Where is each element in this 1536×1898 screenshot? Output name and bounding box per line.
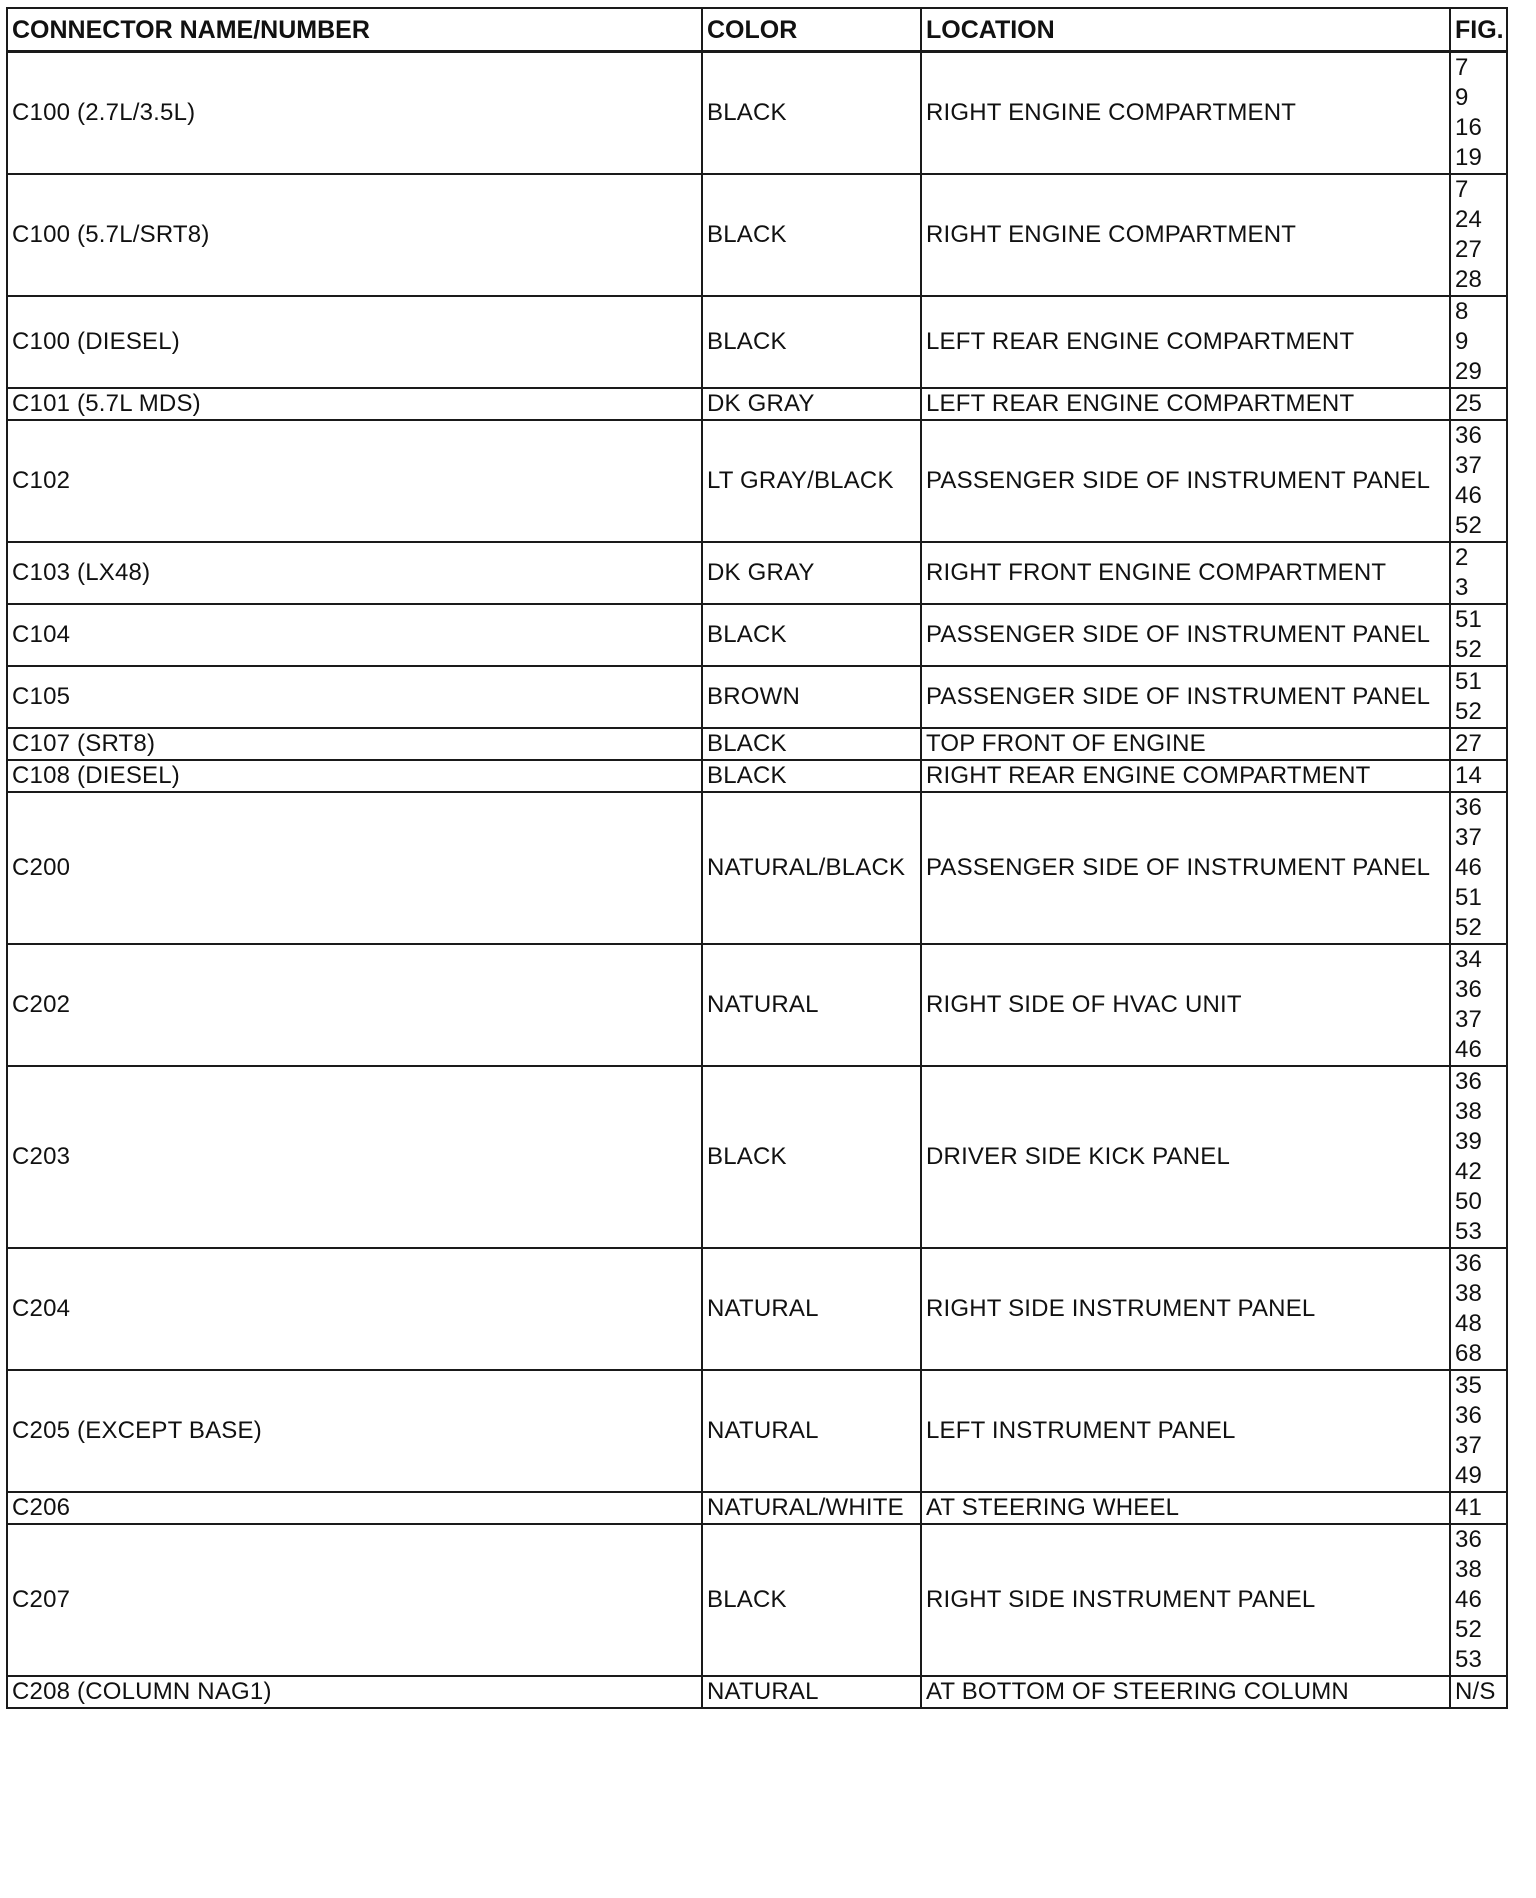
fig-number: 46	[1455, 1036, 1483, 1063]
fig-number: 37	[1455, 1432, 1483, 1459]
connector-name-cell: C104	[7, 604, 702, 666]
fig-number: 8	[1455, 298, 1469, 325]
fig-number: 38	[1455, 1280, 1483, 1307]
table-row	[7, 1524, 1507, 1676]
connector-fig-cell	[1450, 792, 1507, 944]
connector-location-cell: RIGHT FRONT ENGINE COMPARTMENT	[921, 542, 1450, 604]
fig-number: 9	[1455, 84, 1469, 111]
table-row	[7, 52, 1507, 175]
fig-number: 52	[1455, 636, 1483, 663]
connector-location-cell: PASSENGER SIDE OF INSTRUMENT PANEL	[921, 604, 1450, 666]
fig-number: 16	[1455, 114, 1483, 141]
fig-number: 48	[1455, 1310, 1483, 1337]
connector-fig-cell	[1450, 388, 1507, 420]
fig-number: 39	[1455, 1128, 1483, 1155]
fig-number: 35	[1455, 1372, 1483, 1399]
connector-location-cell: RIGHT ENGINE COMPARTMENT	[921, 52, 1450, 175]
connector-fig-cell	[1450, 1524, 1507, 1676]
table-row	[7, 1248, 1507, 1370]
connector-fig-cell	[1450, 542, 1507, 604]
fig-number: 27	[1455, 236, 1483, 263]
connector-color-cell: NATURAL/WHITE	[702, 1492, 921, 1524]
connector-name-cell: C206	[7, 1492, 702, 1524]
fig-number: 51	[1455, 668, 1483, 695]
table-row	[7, 388, 1507, 420]
fig-number: 37	[1455, 824, 1483, 851]
fig-number: 53	[1455, 1646, 1483, 1673]
fig-number: 28	[1455, 266, 1483, 293]
fig-number: 46	[1455, 854, 1483, 881]
connector-location-cell: DRIVER SIDE KICK PANEL	[921, 1066, 1450, 1248]
table-row	[7, 728, 1507, 760]
fig-number: 51	[1455, 606, 1483, 633]
connector-color-cell: NATURAL	[702, 1248, 921, 1370]
fig-number: 68	[1455, 1340, 1483, 1367]
table-row	[7, 760, 1507, 792]
connector-location-cell: PASSENGER SIDE OF INSTRUMENT PANEL	[921, 420, 1450, 542]
connector-color-cell: BROWN	[702, 666, 921, 728]
connector-location-cell: LEFT REAR ENGINE COMPARTMENT	[921, 388, 1450, 420]
connector-name-cell: C207	[7, 1524, 702, 1676]
fig-number: 14	[1455, 762, 1483, 789]
fig-number: 24	[1455, 206, 1483, 233]
fig-number: 36	[1455, 422, 1483, 449]
connector-name-cell: C100 (5.7L/SRT8)	[7, 174, 702, 296]
fig-number: 7	[1455, 176, 1469, 203]
table-row	[7, 944, 1507, 1066]
fig-number: 52	[1455, 512, 1483, 539]
fig-number: 19	[1455, 144, 1483, 171]
connector-location-cell: AT BOTTOM OF STEERING COLUMN	[921, 1676, 1450, 1708]
fig-number: 36	[1455, 1250, 1483, 1277]
connector-name-cell: C108 (DIESEL)	[7, 760, 702, 792]
connector-color-cell: NATURAL/BLACK	[702, 792, 921, 944]
header-row	[7, 8, 1507, 52]
table-row	[7, 1370, 1507, 1492]
fig-number: 46	[1455, 482, 1483, 509]
connector-location-cell: PASSENGER SIDE OF INSTRUMENT PANEL	[921, 666, 1450, 728]
header-location: LOCATION	[921, 8, 1450, 52]
connector-color-cell: BLACK	[702, 728, 921, 760]
connector-fig-cell	[1450, 1066, 1507, 1248]
fig-number: 34	[1455, 946, 1483, 973]
connector-name-cell: C103 (LX48)	[7, 542, 702, 604]
table-header	[7, 8, 1507, 52]
connector-fig-cell	[1450, 728, 1507, 760]
connector-fig-cell	[1450, 1370, 1507, 1492]
fig-number: 36	[1455, 1068, 1483, 1095]
table-row	[7, 604, 1507, 666]
table-row	[7, 296, 1507, 388]
fig-number: 25	[1455, 390, 1483, 417]
table-body	[7, 52, 1507, 1709]
fig-number: 52	[1455, 914, 1483, 941]
fig-number: 49	[1455, 1462, 1483, 1489]
connector-fig-cell	[1450, 604, 1507, 666]
fig-number: 41	[1455, 1494, 1483, 1521]
fig-number: N/S	[1455, 1678, 1496, 1705]
connector-name-cell: C204	[7, 1248, 702, 1370]
table-row	[7, 1492, 1507, 1524]
connector-name-cell: C105	[7, 666, 702, 728]
header-connector-name: CONNECTOR NAME/NUMBER	[7, 8, 702, 52]
header-color: COLOR	[702, 8, 921, 52]
fig-number: 36	[1455, 1526, 1483, 1553]
connector-location-cell: AT STEERING WHEEL	[921, 1492, 1450, 1524]
connector-location-cell: TOP FRONT OF ENGINE	[921, 728, 1450, 760]
connector-name-cell: C100 (DIESEL)	[7, 296, 702, 388]
connector-fig-cell	[1450, 944, 1507, 1066]
connector-color-cell: BLACK	[702, 52, 921, 175]
connector-name-cell: C102	[7, 420, 702, 542]
connector-name-cell: C100 (2.7L/3.5L)	[7, 52, 702, 175]
fig-number: 37	[1455, 1006, 1483, 1033]
connector-name-cell: C205 (EXCEPT BASE)	[7, 1370, 702, 1492]
connector-location-cell: RIGHT SIDE OF HVAC UNIT	[921, 944, 1450, 1066]
fig-number: 51	[1455, 884, 1483, 911]
connector-color-cell: BLACK	[702, 760, 921, 792]
connector-location-cell: LEFT INSTRUMENT PANEL	[921, 1370, 1450, 1492]
connector-color-cell: BLACK	[702, 296, 921, 388]
table-row	[7, 1676, 1507, 1708]
connector-color-cell: DK GRAY	[702, 542, 921, 604]
connector-location-cell: RIGHT SIDE INSTRUMENT PANEL	[921, 1524, 1450, 1676]
fig-number: 36	[1455, 794, 1483, 821]
connector-location-cell: RIGHT ENGINE COMPARTMENT	[921, 174, 1450, 296]
fig-number: 46	[1455, 1586, 1483, 1613]
table-row	[7, 1066, 1507, 1248]
fig-number: 50	[1455, 1188, 1483, 1215]
connector-name-cell: C208 (COLUMN NAG1)	[7, 1676, 702, 1708]
table-row	[7, 666, 1507, 728]
connector-location-cell: RIGHT SIDE INSTRUMENT PANEL	[921, 1248, 1450, 1370]
connector-fig-cell	[1450, 760, 1507, 792]
fig-number: 52	[1455, 1616, 1483, 1643]
fig-number: 38	[1455, 1556, 1483, 1583]
table-row	[7, 174, 1507, 296]
connector-color-cell: BLACK	[702, 1066, 921, 1248]
table-row	[7, 542, 1507, 604]
connector-location-cell: RIGHT REAR ENGINE COMPARTMENT	[921, 760, 1450, 792]
fig-number: 27	[1455, 730, 1483, 757]
connector-location-cell: PASSENGER SIDE OF INSTRUMENT PANEL	[921, 792, 1450, 944]
connector-name-cell: C101 (5.7L MDS)	[7, 388, 702, 420]
fig-number: 29	[1455, 358, 1483, 385]
fig-number: 36	[1455, 976, 1483, 1003]
connector-name-cell: C202	[7, 944, 702, 1066]
connector-table	[6, 7, 1508, 1709]
connector-name-cell: C203	[7, 1066, 702, 1248]
table-row	[7, 792, 1507, 944]
fig-number: 52	[1455, 698, 1483, 725]
connector-fig-cell	[1450, 1492, 1507, 1524]
connector-fig-cell	[1450, 420, 1507, 542]
connector-name-cell: C200	[7, 792, 702, 944]
fig-number: 3	[1455, 574, 1469, 601]
connector-color-cell: NATURAL	[702, 944, 921, 1066]
connector-color-cell: NATURAL	[702, 1370, 921, 1492]
connector-name-cell: C107 (SRT8)	[7, 728, 702, 760]
table-row	[7, 420, 1507, 542]
fig-number: 42	[1455, 1158, 1483, 1185]
connector-color-cell: LT GRAY/BLACK	[702, 420, 921, 542]
connector-fig-cell	[1450, 1248, 1507, 1370]
connector-color-cell: NATURAL	[702, 1676, 921, 1708]
connector-color-cell: BLACK	[702, 1524, 921, 1676]
connector-color-cell: BLACK	[702, 174, 921, 296]
fig-number: 36	[1455, 1402, 1483, 1429]
connector-color-cell: DK GRAY	[702, 388, 921, 420]
connector-location-cell: LEFT REAR ENGINE COMPARTMENT	[921, 296, 1450, 388]
fig-number: 37	[1455, 452, 1483, 479]
fig-number: 7	[1455, 54, 1469, 81]
fig-number: 2	[1455, 544, 1469, 571]
fig-number: 9	[1455, 328, 1469, 355]
connector-fig-cell	[1450, 666, 1507, 728]
connector-fig-cell	[1450, 1676, 1507, 1708]
header-fig: FIG.	[1450, 8, 1507, 52]
connector-fig-cell	[1450, 52, 1507, 175]
connector-fig-cell	[1450, 296, 1507, 388]
connector-fig-cell	[1450, 174, 1507, 296]
fig-number: 53	[1455, 1218, 1483, 1245]
connector-color-cell: BLACK	[702, 604, 921, 666]
fig-number: 38	[1455, 1098, 1483, 1125]
